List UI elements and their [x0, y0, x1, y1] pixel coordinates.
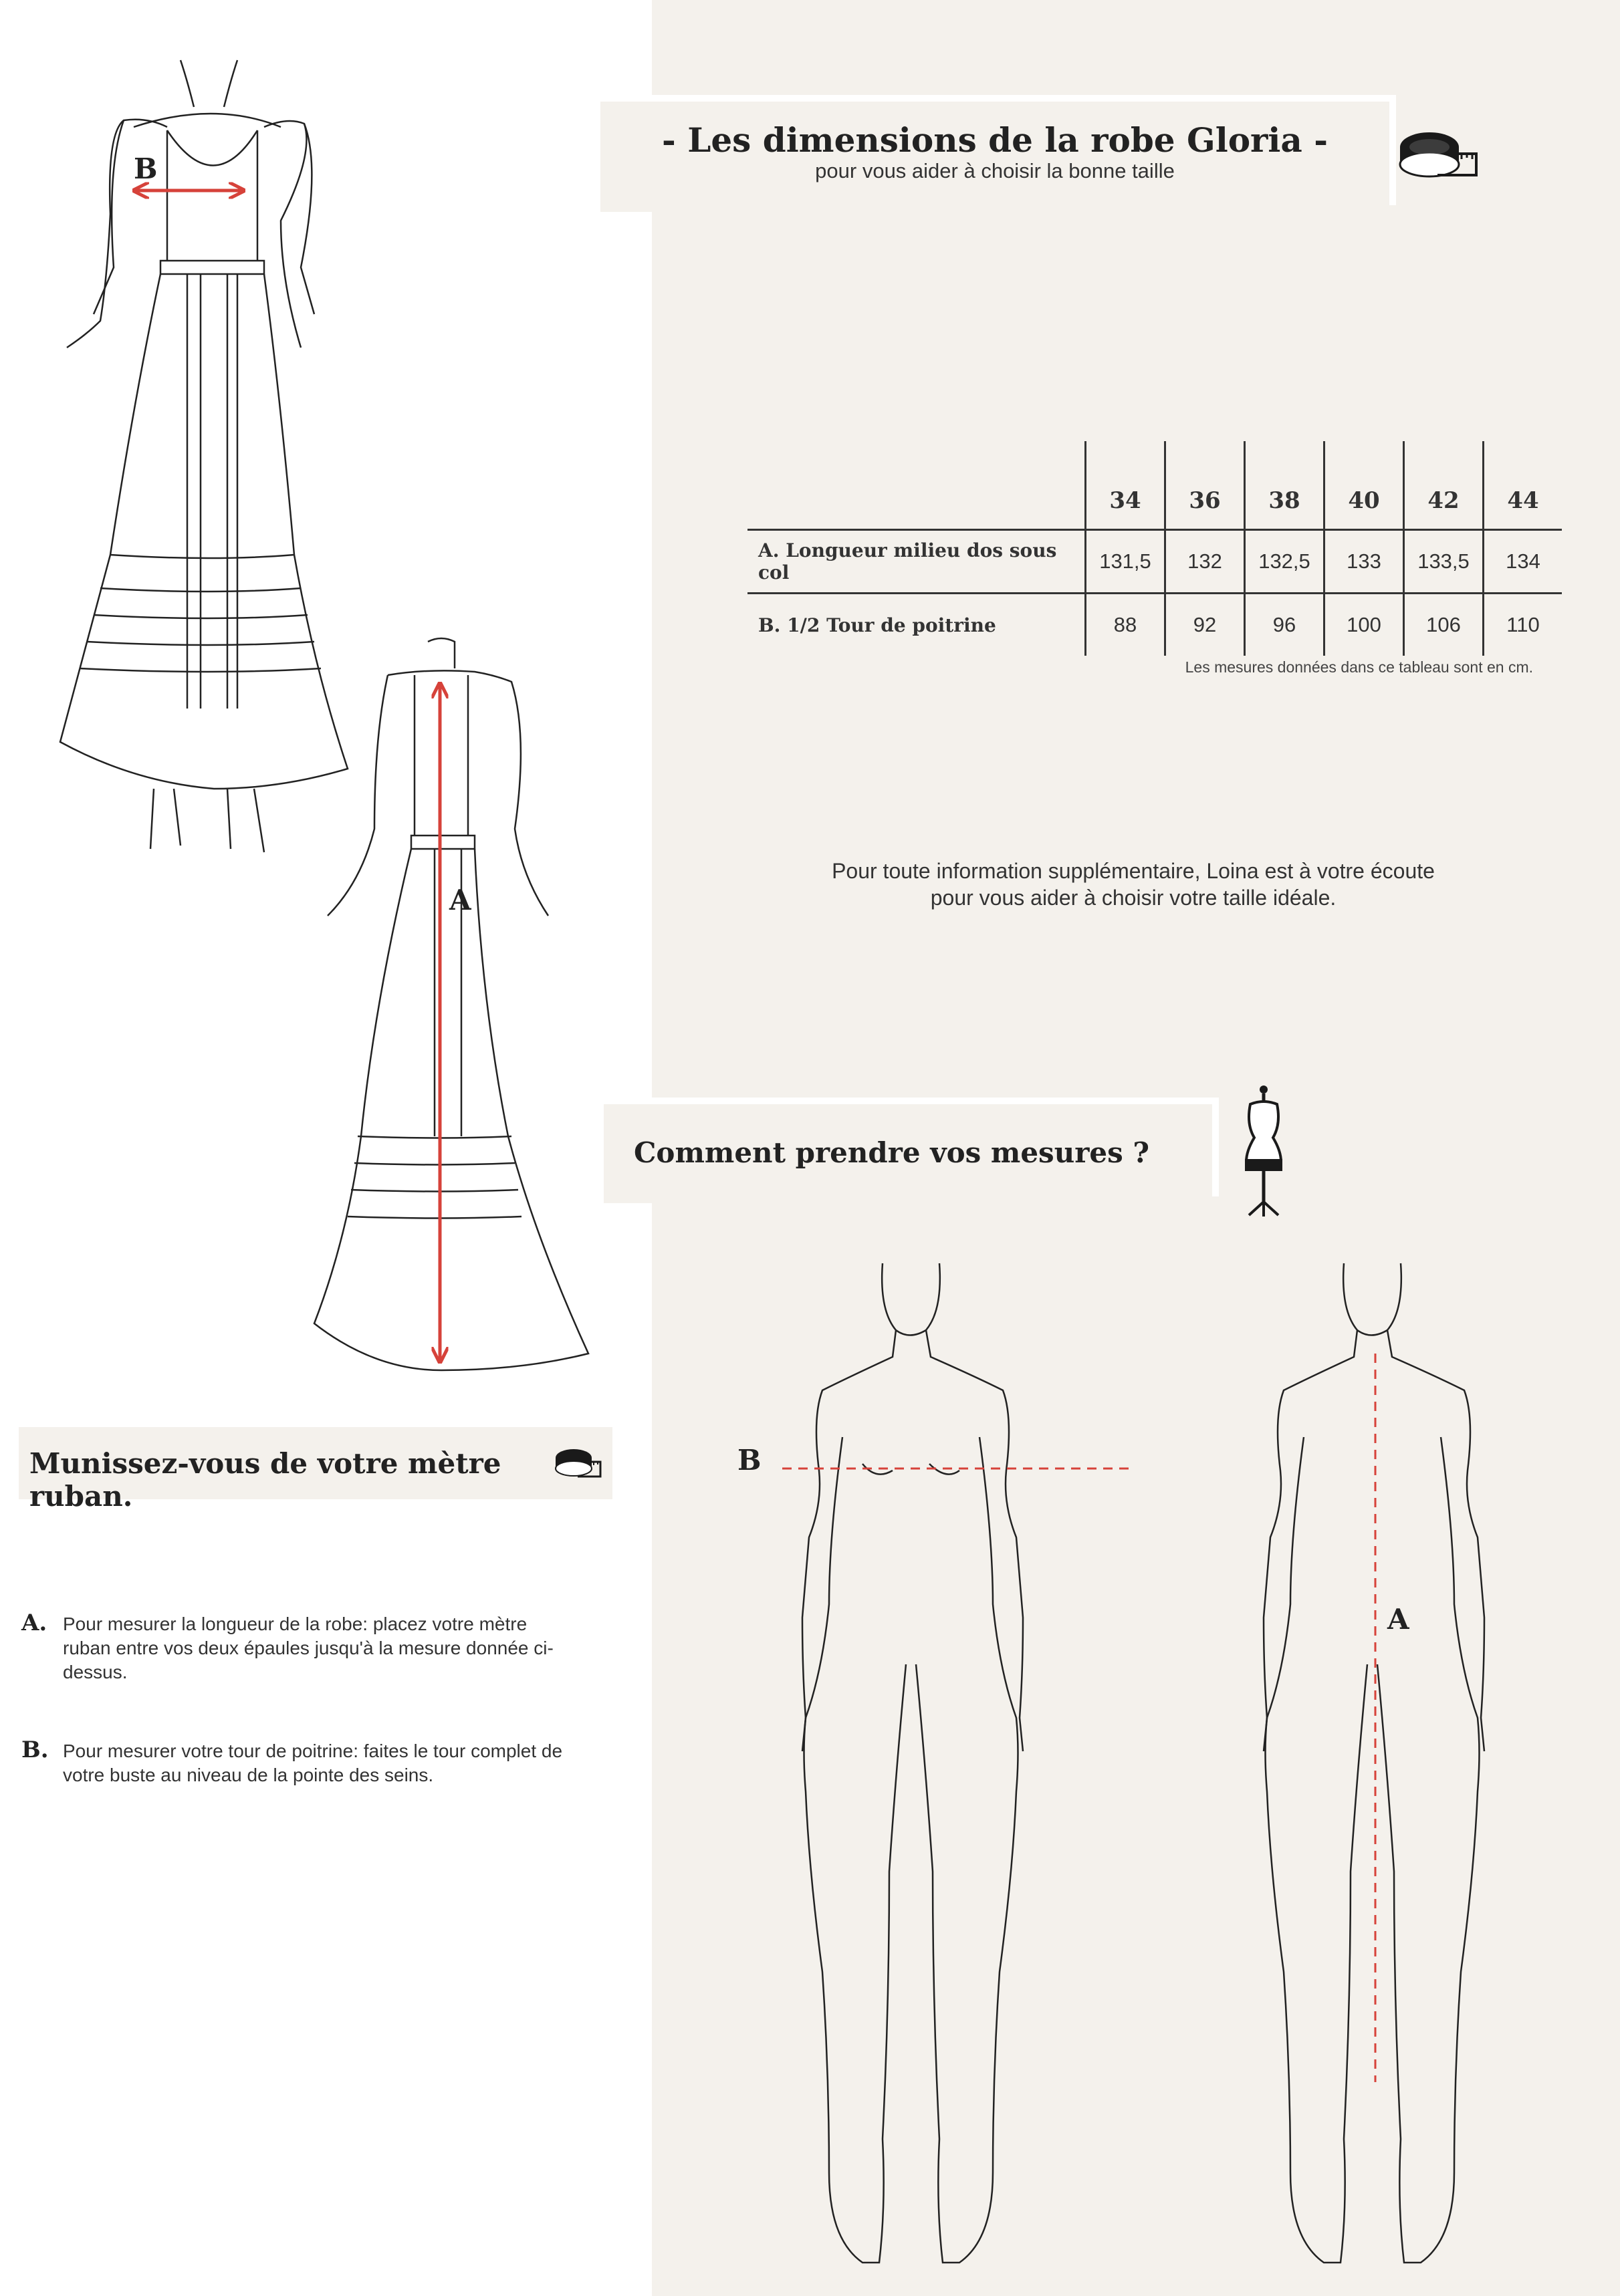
table-cell: 96	[1245, 594, 1324, 656]
row-label-bust: B. 1/2 Tour de poitrine	[747, 594, 1086, 656]
size-header: 36	[1165, 441, 1245, 530]
tape-section-box	[19, 1427, 612, 1513]
dress-back-label-a: A	[449, 884, 471, 916]
size-table	[747, 441, 1562, 656]
size-header: 38	[1245, 441, 1324, 530]
step-key: A.	[21, 1610, 47, 1636]
table-row	[747, 594, 1562, 656]
measuring-tape-icon	[554, 1446, 604, 1481]
step-a	[21, 1610, 570, 1683]
size-header: 34	[1086, 441, 1165, 530]
body-front-label-b: B	[737, 1444, 762, 1477]
table-cell: 133,5	[1404, 530, 1484, 594]
size-header: 40	[1324, 441, 1404, 530]
info-line-2: pour vous aider à choisir votre taille idéale.	[930, 886, 1337, 910]
size-header-row	[747, 441, 1562, 530]
title-box	[600, 102, 1389, 212]
table-cell: 92	[1165, 594, 1245, 656]
dress-back-drawing	[314, 638, 588, 1370]
table-row	[747, 530, 1562, 594]
dress-front-label-b: B	[134, 152, 158, 185]
how-to-title: Comment prendre vos mesures ?	[634, 1136, 1149, 1169]
size-header-empty	[747, 441, 1086, 530]
table-cell: 100	[1324, 594, 1404, 656]
size-header: 44	[1484, 441, 1563, 530]
info-text	[769, 858, 1498, 911]
dress-front-drawing	[60, 60, 348, 852]
measuring-tape-icon	[1397, 127, 1481, 180]
step-text: Pour mesurer la longueur de la robe: placez votre mètre ruban entre vos deux épaules jusqu'à la mesure donnée ci-dessus.	[63, 1614, 554, 1682]
step-key: B.	[21, 1737, 49, 1763]
page-subtitle: pour vous aider à choisir la bonne taille	[815, 159, 1175, 182]
table-cell: 106	[1404, 594, 1484, 656]
page-title: - Les dimensions de la robe Gloria -	[662, 120, 1328, 160]
step-text: Pour mesurer votre tour de poitrine: faites le tour complet de votre buste au niveau de la pointe des seins.	[63, 1741, 563, 1785]
table-cell: 88	[1086, 594, 1165, 656]
body-back-label-a: A	[1387, 1603, 1409, 1636]
tape-section-title: Munissez-vous de votre mètre ruban.	[29, 1447, 501, 1513]
info-line-1: Pour toute information supplémentaire, Loina est à votre écoute	[832, 859, 1435, 883]
size-header: 42	[1404, 441, 1484, 530]
table-cell: 132	[1165, 530, 1245, 594]
table-cell: 132,5	[1245, 530, 1324, 594]
how-to-box	[604, 1104, 1212, 1203]
dress-form-icon	[1237, 1084, 1290, 1218]
row-label-length: A. Longueur milieu dos sous col	[747, 530, 1086, 594]
table-cell: 133	[1324, 530, 1404, 594]
table-cell: 134	[1484, 530, 1563, 594]
table-cell: 131,5	[1086, 530, 1165, 594]
table-cell: 110	[1484, 594, 1563, 656]
table-note: Les mesures données dans ce tableau sont en cm.	[1185, 658, 1533, 676]
step-b	[21, 1737, 570, 1810]
